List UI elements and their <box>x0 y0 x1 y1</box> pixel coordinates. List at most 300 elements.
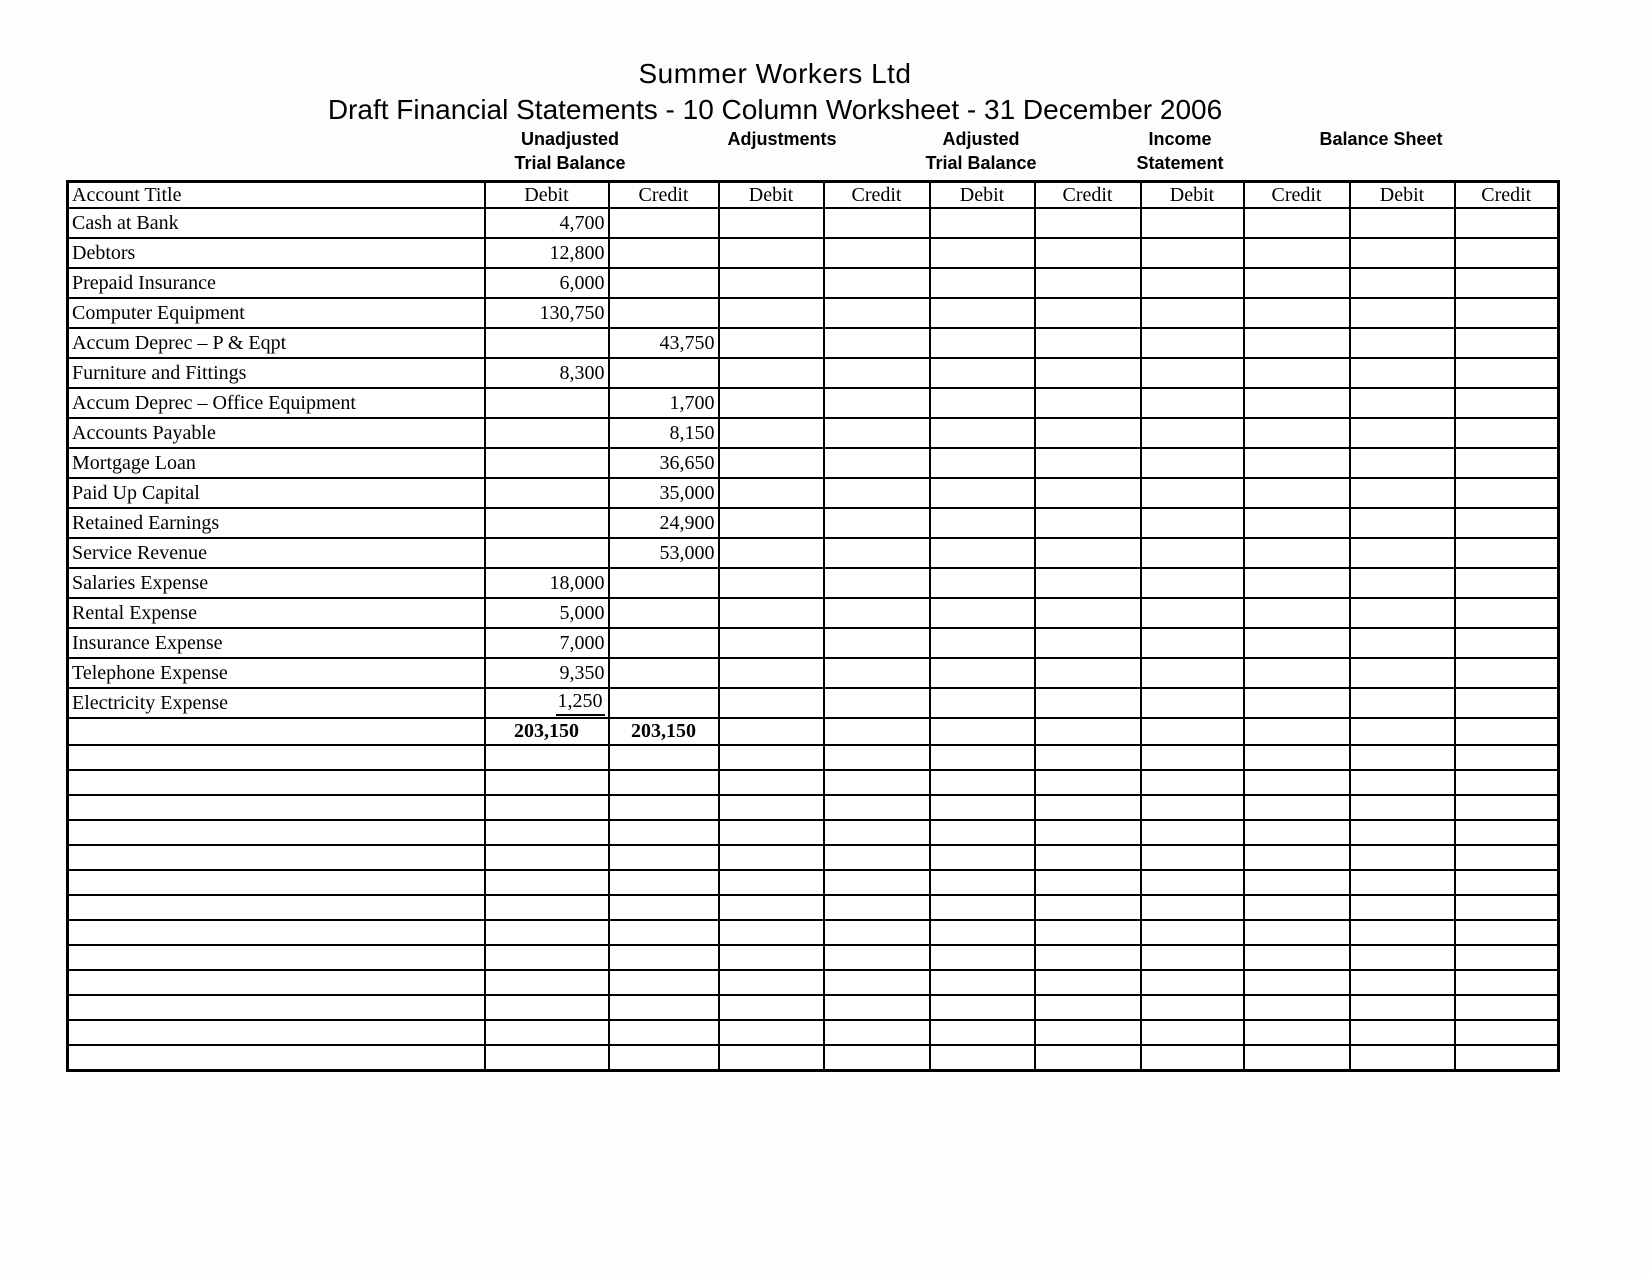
document-subtitle: Draft Financial Statements - 10 Column Worksheet - 31 December 2006 <box>327 94 1223 125</box>
account-title-cell <box>68 1045 485 1071</box>
amount-cell <box>719 995 824 1020</box>
amount-cell <box>1350 688 1455 718</box>
amount-cell <box>1455 1020 1559 1045</box>
amount-cell <box>609 448 719 478</box>
amount-cell <box>485 598 609 628</box>
amount-cell <box>1141 628 1244 658</box>
group-header-line2: Trial Balance <box>514 153 626 173</box>
amount-cell <box>1244 870 1350 895</box>
amount-cell <box>609 1045 719 1071</box>
amount-cell <box>930 268 1035 298</box>
amount-cell <box>1455 920 1559 945</box>
amount-cell <box>719 718 824 745</box>
amount-cell <box>719 870 824 895</box>
amount-cell <box>1035 598 1141 628</box>
account-row <box>68 688 1559 718</box>
amount-cell <box>930 945 1035 970</box>
amount-cell <box>1141 418 1244 448</box>
amount-cell <box>930 970 1035 995</box>
amount-cell <box>1455 538 1559 568</box>
amount-cell <box>609 628 719 658</box>
amount-cell <box>1035 970 1141 995</box>
amount-cell <box>485 920 609 945</box>
amount-cell <box>1141 478 1244 508</box>
amount-cell <box>1455 820 1559 845</box>
amount-cell <box>719 895 824 920</box>
group-header-balance-sheet <box>1319 127 1442 151</box>
amount-cell <box>1141 895 1244 920</box>
account-title-cell: Electricity Expense <box>68 688 485 718</box>
amount-cell <box>824 970 930 995</box>
amount-cell <box>1455 970 1559 995</box>
amount-value: 130,750 <box>539 301 605 324</box>
amount-cell <box>1035 328 1141 358</box>
amount-value: 4,700 <box>559 211 605 234</box>
amount-cell <box>824 238 930 268</box>
amount-cell <box>824 895 930 920</box>
amount-cell <box>824 920 930 945</box>
amount-value: 53,000 <box>659 541 715 564</box>
amount-cell <box>1350 658 1455 688</box>
amount-cell <box>824 538 930 568</box>
amount-cell <box>1455 945 1559 970</box>
account-title-cell <box>68 795 485 820</box>
amount-cell <box>1141 508 1244 538</box>
amount-cell <box>719 745 824 770</box>
amount-cell <box>1350 820 1455 845</box>
amount-cell <box>719 238 824 268</box>
amount-cell <box>719 568 824 598</box>
amount-cell <box>485 208 609 238</box>
amount-cell <box>1455 598 1559 628</box>
amount-cell <box>1350 328 1455 358</box>
amount-cell <box>485 628 609 658</box>
amount-cell <box>1141 920 1244 945</box>
empty-row <box>68 1045 1559 1071</box>
account-row <box>68 628 1559 658</box>
amount-cell <box>930 795 1035 820</box>
amount-cell <box>485 478 609 508</box>
amount-cell <box>1141 298 1244 328</box>
amount-cell <box>1141 328 1244 358</box>
amount-value: 24,900 <box>659 511 715 534</box>
amount-cell <box>1035 945 1141 970</box>
amount-cell <box>1350 745 1455 770</box>
amount-cell <box>824 1045 930 1071</box>
amount-cell <box>1244 820 1350 845</box>
amount-cell <box>1350 298 1455 328</box>
group-header-line1: Unadjusted <box>520 129 619 149</box>
amount-cell <box>930 688 1035 718</box>
amount-cell <box>1455 718 1559 745</box>
group-header-line1: Income <box>1148 129 1212 149</box>
account-title-cell <box>68 895 485 920</box>
amount-cell <box>1455 238 1559 268</box>
amount-cell <box>719 945 824 970</box>
amount-cell <box>485 770 609 795</box>
amount-cell <box>485 508 609 538</box>
amount-cell <box>1141 238 1244 268</box>
amount-cell <box>1141 970 1244 995</box>
amount-cell <box>609 358 719 388</box>
amount-value: 8,150 <box>669 421 715 444</box>
amount-cell <box>1035 478 1141 508</box>
amount-cell <box>719 688 824 718</box>
account-title-cell: Service Revenue <box>68 538 485 568</box>
account-title-cell: Accum Deprec – Office Equipment <box>68 388 485 418</box>
amount-cell <box>719 208 824 238</box>
amount-cell <box>1141 870 1244 895</box>
amount-cell <box>1455 508 1559 538</box>
amount-cell <box>824 1020 930 1045</box>
amount-cell <box>1035 508 1141 538</box>
amount-cell <box>609 920 719 945</box>
amount-cell <box>930 745 1035 770</box>
amount-value: 7,000 <box>559 631 605 654</box>
amount-cell <box>485 688 609 718</box>
group-header-line1: Balance Sheet <box>1319 129 1443 149</box>
amount-cell <box>1035 1045 1141 1071</box>
amount-cell <box>930 995 1035 1020</box>
amount-cell <box>1244 268 1350 298</box>
account-title-cell: Accounts Payable <box>68 418 485 448</box>
amount-cell <box>485 1020 609 1045</box>
amount-cell <box>824 945 930 970</box>
amount-value: 35,000 <box>659 481 715 504</box>
amount-cell <box>485 238 609 268</box>
amount-cell <box>719 795 824 820</box>
amount-cell <box>930 628 1035 658</box>
amount-value: 6,000 <box>559 271 605 294</box>
amount-cell <box>719 448 824 478</box>
amount-value: 18,000 <box>549 571 605 594</box>
amount-cell <box>1035 870 1141 895</box>
account-title-cell: Rental Expense <box>68 598 485 628</box>
worksheet-rows <box>68 182 1559 1071</box>
empty-row <box>68 895 1559 920</box>
amount-cell <box>1455 568 1559 598</box>
amount-cell <box>1244 970 1350 995</box>
amount-cell <box>1035 358 1141 388</box>
account-title-cell <box>68 970 485 995</box>
group-header-line2: Trial Balance <box>925 153 1037 173</box>
amount-cell <box>824 628 930 658</box>
amount-cell <box>1035 820 1141 845</box>
debit-header-cell: Debit <box>930 182 1035 209</box>
amount-cell <box>1035 298 1141 328</box>
amount-cell <box>824 208 930 238</box>
amount-cell <box>824 770 930 795</box>
amount-cell <box>930 298 1035 328</box>
amount-cell <box>485 388 609 418</box>
amount-cell <box>485 358 609 388</box>
amount-cell <box>1141 538 1244 568</box>
amount-cell <box>609 298 719 328</box>
amount-value: 8,300 <box>559 361 605 384</box>
account-row <box>68 568 1559 598</box>
amount-cell <box>930 920 1035 945</box>
credit-header-cell: Credit <box>1244 182 1350 209</box>
amount-cell <box>719 418 824 448</box>
amount-cell <box>1141 1020 1244 1045</box>
amount-cell <box>1350 628 1455 658</box>
amount-cell <box>1455 845 1559 870</box>
amount-cell <box>824 820 930 845</box>
debit-header-cell: Debit <box>485 182 609 209</box>
amount-cell <box>719 268 824 298</box>
amount-value: 1,700 <box>669 391 715 414</box>
amount-cell <box>1035 538 1141 568</box>
account-row <box>68 538 1559 568</box>
amount-cell <box>1350 208 1455 238</box>
amount-cell <box>1035 388 1141 418</box>
amount-cell <box>609 820 719 845</box>
amount-cell <box>1141 448 1244 478</box>
amount-cell <box>1455 745 1559 770</box>
amount-cell <box>609 388 719 418</box>
amount-cell <box>609 745 719 770</box>
amount-cell <box>1141 568 1244 598</box>
amount-cell <box>719 845 824 870</box>
amount-cell <box>609 1020 719 1045</box>
amount-cell <box>609 795 719 820</box>
amount-cell <box>1141 845 1244 870</box>
amount-cell <box>930 208 1035 238</box>
amount-cell <box>1244 508 1350 538</box>
ten-column-worksheet-table <box>66 180 1560 1072</box>
amount-cell <box>485 568 609 598</box>
group-header-line1: Adjusted <box>942 129 1020 149</box>
amount-cell <box>609 328 719 358</box>
account-title-cell: Telephone Expense <box>68 658 485 688</box>
amount-cell <box>485 298 609 328</box>
group-header-line2: Statement <box>1136 153 1224 173</box>
amount-cell <box>1244 298 1350 328</box>
amount-cell <box>485 870 609 895</box>
amount-cell <box>1141 208 1244 238</box>
debit-header-cell: Debit <box>1350 182 1455 209</box>
amount-cell <box>1244 945 1350 970</box>
amount-cell <box>824 688 930 718</box>
amount-cell <box>1035 688 1141 718</box>
amount-cell <box>485 995 609 1020</box>
amount-cell <box>719 658 824 688</box>
amount-cell <box>930 658 1035 688</box>
debit-header-cell: Debit <box>1141 182 1244 209</box>
amount-cell <box>1350 870 1455 895</box>
empty-row <box>68 745 1559 770</box>
amount-cell <box>930 845 1035 870</box>
amount-cell <box>1455 1045 1559 1071</box>
amount-cell <box>1455 418 1559 448</box>
amount-cell <box>1244 418 1350 448</box>
amount-cell <box>1244 358 1350 388</box>
amount-cell <box>930 598 1035 628</box>
amount-cell <box>1455 388 1559 418</box>
group-header-adjusted-trial-balance <box>925 127 1036 175</box>
amount-cell <box>1244 770 1350 795</box>
account-row <box>68 298 1559 328</box>
amount-cell <box>1141 718 1244 745</box>
amount-cell <box>609 478 719 508</box>
amount-cell <box>485 658 609 688</box>
amount-cell <box>485 745 609 770</box>
account-title-cell <box>68 820 485 845</box>
credit-header-cell: Credit <box>1035 182 1141 209</box>
amount-cell <box>1244 658 1350 688</box>
amount-cell <box>1244 568 1350 598</box>
amount-cell <box>1455 478 1559 508</box>
amount-cell <box>1244 920 1350 945</box>
amount-cell <box>1035 658 1141 688</box>
amount-cell <box>1455 328 1559 358</box>
account-row <box>68 658 1559 688</box>
amount-cell <box>609 995 719 1020</box>
amount-cell <box>719 970 824 995</box>
account-title-cell: Insurance Expense <box>68 628 485 658</box>
amount-cell <box>485 820 609 845</box>
amount-cell <box>1244 688 1350 718</box>
amount-cell <box>1244 895 1350 920</box>
empty-row <box>68 770 1559 795</box>
account-title-cell: Mortgage Loan <box>68 448 485 478</box>
amount-cell <box>1455 770 1559 795</box>
amount-cell <box>485 970 609 995</box>
amount-cell <box>1350 770 1455 795</box>
debit-header-cell: Debit <box>719 182 824 209</box>
amount-cell <box>824 568 930 598</box>
empty-row <box>68 1020 1559 1045</box>
empty-row <box>68 820 1559 845</box>
amount-cell <box>609 508 719 538</box>
amount-cell <box>1350 995 1455 1020</box>
group-header-income-statement <box>1136 127 1223 175</box>
amount-cell <box>1455 208 1559 238</box>
amount-cell <box>1455 298 1559 328</box>
amount-cell <box>930 870 1035 895</box>
amount-cell <box>824 448 930 478</box>
amount-cell <box>1141 795 1244 820</box>
account-title-cell: Accum Deprec – P & Eqpt <box>68 328 485 358</box>
amount-cell <box>824 508 930 538</box>
amount-cell <box>609 770 719 795</box>
account-title-cell <box>68 920 485 945</box>
table-header-row <box>68 182 1559 209</box>
amount-cell <box>1035 795 1141 820</box>
amount-cell <box>824 328 930 358</box>
amount-cell <box>485 328 609 358</box>
amount-cell <box>1350 478 1455 508</box>
amount-value: 203,150 <box>631 720 696 742</box>
account-title-cell: Paid Up Capital <box>68 478 485 508</box>
totals-row <box>68 718 1559 745</box>
account-title-cell <box>68 770 485 795</box>
amount-cell <box>609 895 719 920</box>
account-title-cell: Debtors <box>68 238 485 268</box>
amount-cell <box>1035 718 1141 745</box>
group-header-adjustments <box>727 127 836 151</box>
amount-cell <box>485 718 609 745</box>
empty-row <box>68 945 1559 970</box>
amount-cell <box>609 568 719 598</box>
amount-cell <box>930 238 1035 268</box>
amount-cell <box>930 1045 1035 1071</box>
amount-cell <box>1141 388 1244 418</box>
amount-cell <box>1350 358 1455 388</box>
amount-value: 43,750 <box>659 331 715 354</box>
amount-cell <box>1035 448 1141 478</box>
amount-cell <box>719 820 824 845</box>
amount-cell <box>930 770 1035 795</box>
amount-cell <box>609 945 719 970</box>
amount-cell <box>824 268 930 298</box>
amount-cell <box>1244 388 1350 418</box>
amount-cell <box>719 508 824 538</box>
amount-cell <box>1141 995 1244 1020</box>
amount-cell <box>1350 845 1455 870</box>
amount-cell <box>1455 895 1559 920</box>
empty-row <box>68 995 1559 1020</box>
amount-cell <box>609 658 719 688</box>
amount-cell <box>485 268 609 298</box>
amount-cell <box>824 845 930 870</box>
amount-value: 5,000 <box>559 601 605 624</box>
amount-cell <box>824 388 930 418</box>
amount-cell <box>1244 238 1350 268</box>
amount-cell <box>1035 418 1141 448</box>
empty-row <box>68 870 1559 895</box>
amount-cell <box>1035 238 1141 268</box>
amount-cell <box>1141 770 1244 795</box>
amount-cell <box>824 658 930 688</box>
amount-cell <box>930 418 1035 448</box>
amount-cell <box>1244 448 1350 478</box>
amount-cell <box>1141 598 1244 628</box>
amount-cell <box>609 268 719 298</box>
amount-cell <box>719 628 824 658</box>
amount-cell <box>1141 658 1244 688</box>
amount-cell <box>719 388 824 418</box>
amount-cell <box>1455 268 1559 298</box>
amount-cell <box>609 238 719 268</box>
amount-cell <box>824 358 930 388</box>
account-title-cell <box>68 995 485 1020</box>
amount-cell <box>930 538 1035 568</box>
amount-cell <box>1350 388 1455 418</box>
amount-cell <box>1455 358 1559 388</box>
amount-cell <box>930 508 1035 538</box>
amount-cell <box>1350 508 1455 538</box>
account-row <box>68 448 1559 478</box>
amount-cell <box>824 995 930 1020</box>
amount-value: 203,150 <box>514 720 579 742</box>
amount-cell <box>1350 970 1455 995</box>
amount-cell <box>930 448 1035 478</box>
amount-cell <box>485 945 609 970</box>
amount-cell <box>930 328 1035 358</box>
empty-row <box>68 920 1559 945</box>
amount-cell <box>719 538 824 568</box>
amount-cell <box>1244 598 1350 628</box>
amount-cell <box>485 448 609 478</box>
amount-value: 12,800 <box>549 241 605 264</box>
amount-cell <box>1035 568 1141 598</box>
amount-cell <box>824 870 930 895</box>
amount-cell <box>1455 448 1559 478</box>
empty-row <box>68 795 1559 820</box>
account-row <box>68 598 1559 628</box>
account-title-cell: Prepaid Insurance <box>68 268 485 298</box>
